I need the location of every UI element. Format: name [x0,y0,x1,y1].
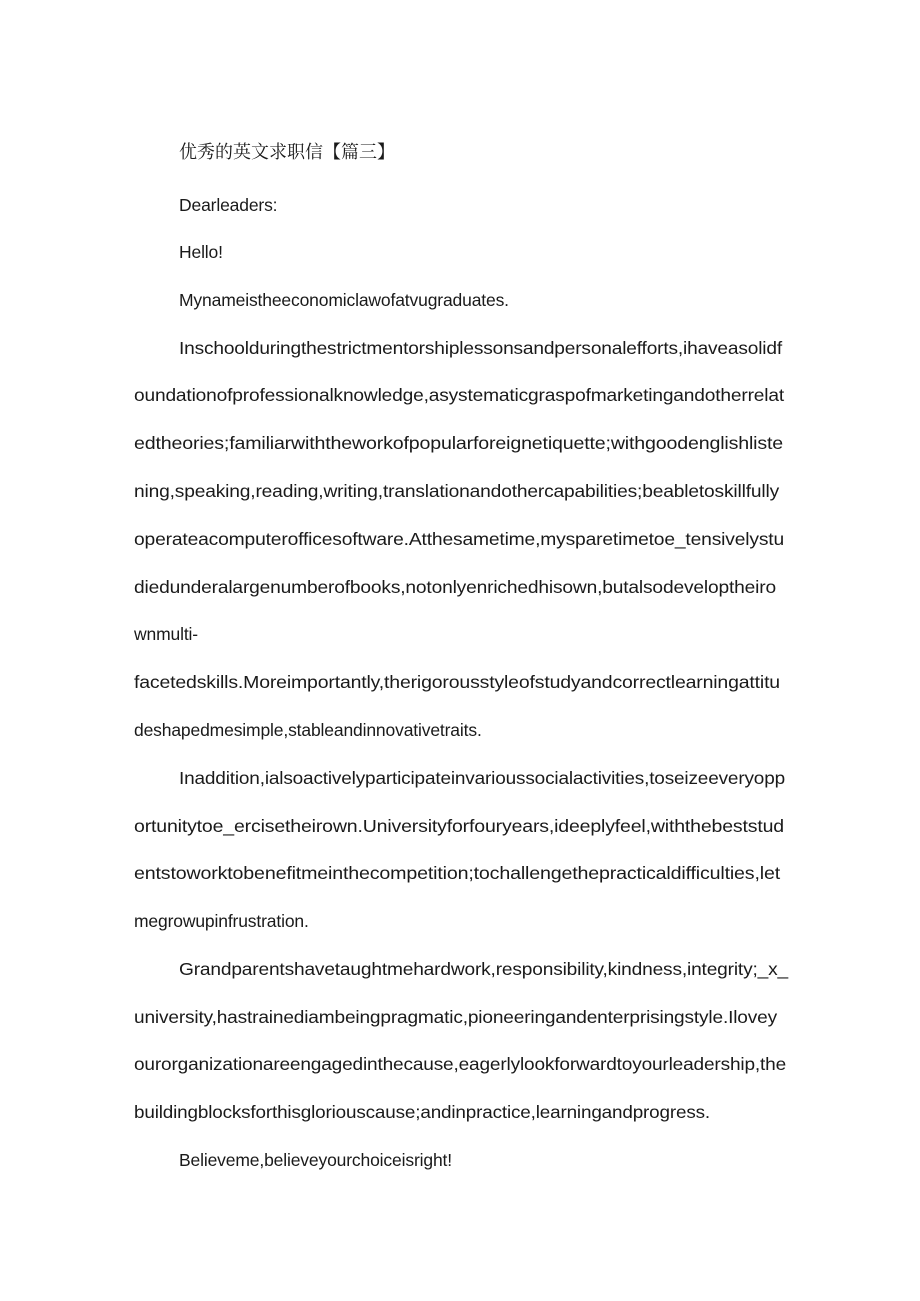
paragraph-line: operateacomputerofficesoftware.Atthesametime,mysparetimetoe_tensivelystu [134,529,785,549]
paragraph-line: Inschoolduringthestrictmentorshiplessonsandpersonalefforts,ihaveasolidf [179,338,782,358]
closing-line: Believeme,believeyourchoiceisright! [179,1150,452,1170]
paragraph-line: diedunderalargenumberofbooks,notonlyenrichedhisown,butalsodeveloptheiro [134,577,776,597]
paragraph-line: Inaddition,ialsoactivelyparticipateinvarioussocialactivities,toseizeeveryopp [179,768,785,788]
paragraph-line: Mynameistheeconomiclawofatvugraduates. [179,290,509,310]
paragraph-line: ourorganizationareengagedinthecause,eagerlylookforwardtoyourleadership,the [134,1054,787,1074]
paragraph-line: facetedskills.Moreimportantly,therigorousstyleofstudyandcorrectlearningattitu [134,672,780,692]
paragraph-line: wnmulti- [134,624,198,644]
paragraph-line: entstoworktobenefitmeinthecompetition;tochallengethepracticaldifficulties,let [134,863,780,883]
paragraph-line: Grandparentshavetaughtmehardwork,responsibility,kindness,integrity;_x_ [179,959,788,979]
document-title: 优秀的英文求职信【篇三】 [179,142,395,163]
paragraph-line: deshapedmesimple,stableandinnovativetraits. [134,720,482,740]
paragraph-line: edtheories;familiarwiththeworkofpopularforeignetiquette;withgoodenglishliste [134,433,783,453]
paragraph-line: ning,speaking,reading,writing,translationandothercapabilities;beabletoskillfully [134,481,779,501]
paragraph-line: university,hastrainediambeingpragmatic,pioneeringandenterprisingstyle.Ilovey [134,1007,777,1027]
paragraph-line: ortunitytoe_ercisetheirown.Universityforfouryears,ideeplyfeel,withthebeststud [134,816,784,836]
paragraph-line: buildingblocksforthisgloriouscause;andinpractice,learningandprogress. [134,1102,711,1122]
salutation: Dearleaders: [179,195,278,215]
greeting: Hello! [179,242,223,262]
paragraph-line: megrowupinfrustration. [134,911,309,931]
paragraph-line: oundationofprofessionalknowledge,asystematicgraspofmarketingandotherrelat [134,385,785,405]
